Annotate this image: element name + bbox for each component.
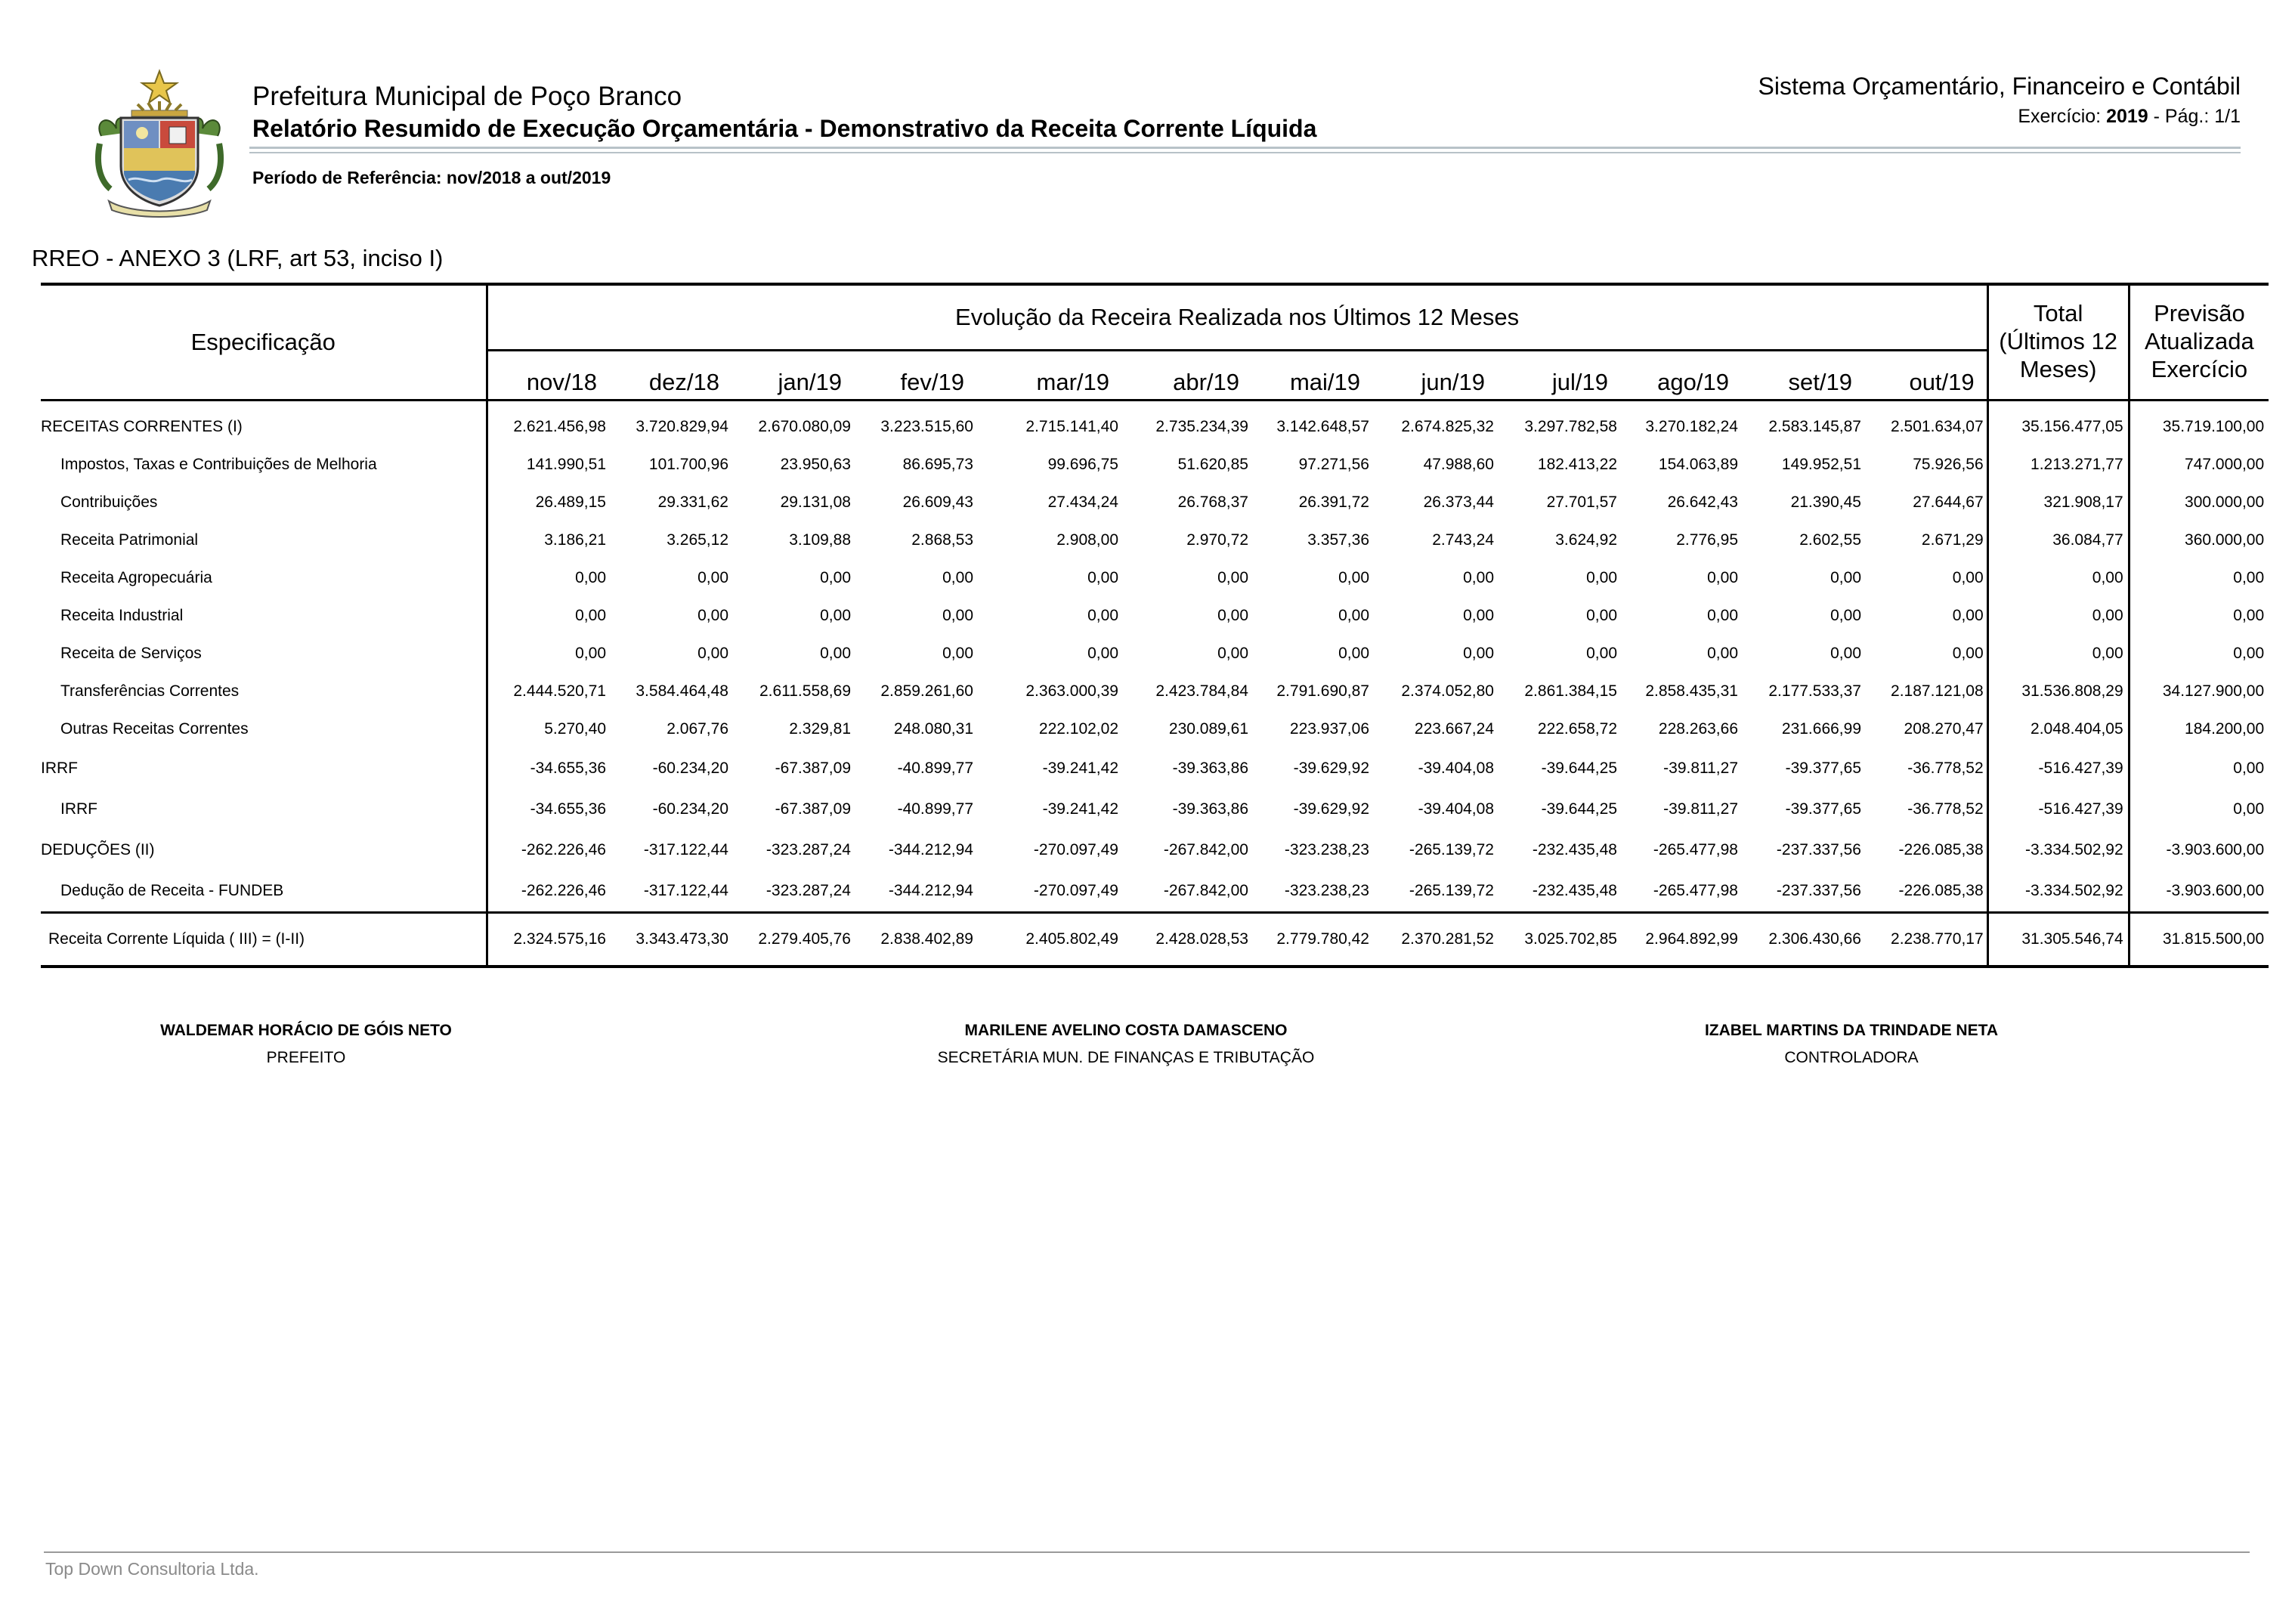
month-value-cell: 2.423.784,84 (1155, 682, 1248, 700)
month-header: abr/19 (1121, 351, 1251, 401)
month-value-cell: 149.952,51 (1781, 456, 1861, 473)
signatory-role: SECRETÁRIA MUN. DE FINANÇAS E TRIBUTAÇÃO (937, 1049, 1315, 1066)
month-value-cell: 2.671,29 (1921, 531, 1984, 549)
month-value-cell: -344.212,94 (888, 882, 973, 899)
month-value-cell: 0,00 (1087, 645, 1118, 662)
month-header: out/19 (1864, 351, 1987, 401)
month-value-cell: 26.768,37 (1177, 493, 1248, 511)
table-row (41, 401, 2269, 447)
total-cell: 35.156.477,05 (1987, 401, 2129, 447)
month-value-cell: 2.743,24 (1432, 531, 1494, 549)
month-value-cell: -34.655,36 (530, 800, 606, 818)
month-value-cell: 0,00 (1830, 645, 1861, 662)
reference-period: Período de Referência: nov/2018 a out/2019 (252, 168, 611, 187)
forecast-cell: 0,00 (2129, 635, 2269, 673)
month-value-cell: 2.735.234,39 (1155, 418, 1248, 435)
month-value-cell: -323.287,24 (766, 841, 851, 858)
total-cell: 31.305.546,74 (1987, 913, 2129, 967)
total-cell: 1.213.271,77 (1987, 446, 2129, 484)
month-value-cell: 0,00 (1952, 607, 1984, 624)
total-column-header (1987, 284, 2129, 401)
page-number: - Pág.: 1/1 (2153, 106, 2241, 127)
month-value-cell: 2.776,95 (1676, 531, 1738, 549)
month-value-cell: 154.063,89 (1658, 456, 1738, 473)
month-value-cell: 2.187.121,08 (1891, 682, 1984, 700)
month-value-cell: 3.265,12 (667, 531, 728, 549)
crest-emblem-icon (79, 68, 240, 219)
month-value-cell: -36.778,52 (1907, 759, 1984, 777)
row-label: Outras Receitas Correntes (41, 710, 487, 748)
forecast-header-line: Atualizada (2145, 328, 2254, 354)
month-value-cell: -40.899,77 (897, 800, 973, 818)
month-value-cell: -265.139,72 (1409, 882, 1494, 899)
table-row (41, 710, 2269, 748)
month-value-cell: 47.988,60 (1423, 456, 1494, 473)
month-value-cell: -226.085,38 (1898, 882, 1984, 899)
spec-column-header: Especificação (41, 284, 487, 401)
month-value-cell: -40.899,77 (897, 759, 973, 777)
month-value-cell: 3.109,88 (789, 531, 851, 549)
month-value-cell: 223.937,06 (1289, 720, 1369, 738)
month-value-cell: 3.357,36 (1307, 531, 1369, 549)
month-value-cell: -270.097,49 (1033, 841, 1118, 858)
month-header: mar/19 (976, 351, 1121, 401)
month-value-cell: 182.413,22 (1537, 456, 1617, 473)
total-cell: -3.334.502,92 (1987, 830, 2129, 871)
month-value-cell: 0,00 (942, 645, 973, 662)
forecast-cell: -3.903.600,00 (2129, 830, 2269, 871)
month-value-cell: 23.950,63 (780, 456, 851, 473)
month-value-cell: 2.177.533,37 (1768, 682, 1861, 700)
footer-divider (44, 1551, 2250, 1553)
month-value-cell: 75.926,56 (1913, 456, 1984, 473)
month-value-cell: 0,00 (1586, 569, 1617, 586)
table-row (41, 830, 2269, 871)
month-value-cell: 0,00 (575, 607, 606, 624)
month-value-cell: -39.644,25 (1541, 759, 1617, 777)
forecast-header-line: Previsão (2154, 300, 2245, 326)
row-label: Contribuições (41, 484, 487, 521)
total-cell: 0,00 (1987, 635, 2129, 673)
month-header: set/19 (1741, 351, 1864, 401)
month-value-cell: 2.861.384,15 (1524, 682, 1617, 700)
month-value-cell: 51.620,85 (1177, 456, 1248, 473)
row-label: IRRF (41, 789, 487, 830)
rcl-table-container (41, 283, 2269, 968)
month-value-cell: 26.489,15 (535, 493, 606, 511)
month-value-cell: -60.234,20 (652, 759, 728, 777)
table-row (41, 446, 2269, 484)
month-value-cell: 2.859.261,60 (880, 682, 973, 700)
month-value-cell: -39.241,42 (1042, 759, 1118, 777)
month-value-cell: 2.363.000,39 (1025, 682, 1118, 700)
month-value-cell: -39.811,27 (1663, 759, 1738, 777)
month-header: jul/19 (1497, 351, 1620, 401)
month-value-cell: 0,00 (1217, 569, 1248, 586)
forecast-column-header (2129, 284, 2269, 401)
month-value-cell: 0,00 (1707, 569, 1738, 586)
row-label: Receita Agropecuária (41, 559, 487, 597)
month-value-cell: 0,00 (1338, 645, 1369, 662)
report-title: Relatório Resumido de Execução Orçamentária - Demonstrativo da Receita Corrente Líquida (252, 115, 1317, 142)
month-value-cell: 3.186,21 (544, 531, 606, 549)
total-cell: -516.427,39 (1987, 748, 2129, 789)
month-value-cell: 230.089,61 (1168, 720, 1248, 738)
month-value-cell: -39.644,25 (1541, 800, 1617, 818)
rcl-table (41, 283, 2269, 968)
exercise-year: 2019 (2106, 106, 2148, 127)
month-value-cell: -262.226,46 (521, 882, 606, 899)
signatory-name: WALDEMAR HORÁCIO DE GÓIS NETO (160, 1022, 452, 1039)
month-value-cell: -317.122,44 (643, 882, 728, 899)
month-value-cell: 0,00 (1217, 607, 1248, 624)
forecast-cell: 0,00 (2129, 559, 2269, 597)
forecast-cell: 35.719.100,00 (2129, 401, 2269, 447)
month-value-cell: 0,00 (1830, 607, 1861, 624)
table-row (41, 673, 2269, 710)
month-value-cell: 222.658,72 (1537, 720, 1617, 738)
month-value-cell: -323.287,24 (766, 882, 851, 899)
month-value-cell: 2.374.052,80 (1401, 682, 1494, 700)
forecast-cell: 31.815.500,00 (2129, 913, 2269, 967)
month-value-cell: 99.696,75 (1047, 456, 1118, 473)
signatory-name: IZABEL MARTINS DA TRINDADE NETA (1704, 1022, 1999, 1039)
month-value-cell: 2.838.402,89 (854, 913, 976, 967)
evolution-header: Evolução da Receira Realizada nos Últimos 12 Meses (487, 284, 1987, 351)
month-value-cell: 3.223.515,60 (880, 418, 973, 435)
month-value-cell: 2.583.145,87 (1768, 418, 1861, 435)
month-value-cell: 97.271,56 (1298, 456, 1369, 473)
month-value-cell: 0,00 (697, 569, 728, 586)
table-row (41, 559, 2269, 597)
row-label: Impostos, Taxas e Contribuições de Melhoria (41, 446, 487, 484)
municipal-crest-logo (79, 68, 240, 219)
month-value-cell: -34.655,36 (530, 759, 606, 777)
month-value-cell: 0,00 (942, 607, 973, 624)
total-cell: 31.536.808,29 (1987, 673, 2129, 710)
month-value-cell: 0,00 (697, 607, 728, 624)
row-label: Receita Patrimonial (41, 521, 487, 559)
total-cell: 321.908,17 (1987, 484, 2129, 521)
month-value-cell: 2.715.141,40 (1025, 418, 1118, 435)
month-value-cell: 0,00 (1338, 569, 1369, 586)
table-row (41, 597, 2269, 635)
month-header: jun/19 (1372, 351, 1497, 401)
month-value-cell: 2.306.430,66 (1741, 913, 1864, 967)
month-value-cell: -265.477,98 (1653, 841, 1738, 858)
month-value-cell: 3.297.782,58 (1524, 418, 1617, 435)
month-value-cell: 2.858.435,31 (1645, 682, 1738, 700)
month-value-cell: -232.435,48 (1532, 841, 1617, 858)
month-value-cell: 0,00 (1952, 645, 1984, 662)
month-value-cell: 2.970,72 (1186, 531, 1248, 549)
month-value-cell: 2.501.634,07 (1891, 418, 1984, 435)
month-value-cell: 222.102,02 (1038, 720, 1118, 738)
month-value-cell: 27.434,24 (1047, 493, 1118, 511)
month-value-cell: 0,00 (575, 645, 606, 662)
table-row (41, 748, 2269, 789)
month-value-cell: 2.329,81 (789, 720, 851, 738)
month-value-cell: -39.377,65 (1785, 759, 1861, 777)
table-row (41, 635, 2269, 673)
month-value-cell: 3.343.473,30 (609, 913, 731, 967)
month-value-cell: -344.212,94 (888, 841, 973, 858)
month-value-cell: 29.331,62 (657, 493, 728, 511)
month-value-cell: 0,00 (1217, 645, 1248, 662)
month-value-cell: 0,00 (1707, 645, 1738, 662)
total-header-line: Total (2033, 300, 2083, 326)
month-value-cell: -323.238,23 (1284, 841, 1369, 858)
table-row (41, 871, 2269, 913)
month-value-cell: 0,00 (1463, 569, 1494, 586)
month-value-cell: 2.791.690,87 (1276, 682, 1369, 700)
month-value-cell: 2.670.080,09 (758, 418, 851, 435)
month-value-cell: 2.067,76 (667, 720, 728, 738)
forecast-cell: 0,00 (2129, 748, 2269, 789)
header-divider (249, 147, 2241, 153)
total-header-line: Meses) (2019, 356, 2097, 382)
month-value-cell: 2.674.825,32 (1401, 418, 1494, 435)
total-cell: 36.084,77 (1987, 521, 2129, 559)
month-value-cell: -39.404,08 (1418, 759, 1494, 777)
system-name: Sistema Orçamentário, Financeiro e Contábil (1758, 73, 2241, 100)
month-value-cell: -323.238,23 (1284, 882, 1369, 899)
total-cell: 0,00 (1987, 559, 2129, 597)
row-label: RECEITAS CORRENTES (I) (41, 401, 487, 447)
signature-block-mayor (121, 1022, 491, 1067)
signatory-role: PREFEITO (266, 1049, 346, 1066)
month-value-cell: -237.337,56 (1776, 841, 1861, 858)
forecast-cell: 0,00 (2129, 597, 2269, 635)
month-value-cell: -39.241,42 (1042, 800, 1118, 818)
month-value-cell: 2.611.558,69 (759, 682, 851, 700)
month-value-cell: 3.720.829,94 (636, 418, 728, 435)
table-row (41, 521, 2269, 559)
month-value-cell: -39.404,08 (1418, 800, 1494, 818)
total-cell: 0,00 (1987, 597, 2129, 635)
exercise-page-info (2018, 106, 2241, 128)
forecast-cell: 747.000,00 (2129, 446, 2269, 484)
month-value-cell: 2.621.456,98 (513, 418, 606, 435)
rcl-total-row (41, 913, 2269, 967)
month-value-cell: 0,00 (1586, 645, 1617, 662)
month-value-cell: 3.142.648,57 (1276, 418, 1369, 435)
month-value-cell: 223.667,24 (1414, 720, 1494, 738)
forecast-cell: 300.000,00 (2129, 484, 2269, 521)
month-value-cell: -265.477,98 (1653, 882, 1738, 899)
month-value-cell: 26.642,43 (1667, 493, 1738, 511)
month-value-cell: 0,00 (1087, 607, 1118, 624)
month-value-cell: -267.842,00 (1163, 882, 1248, 899)
month-value-cell: -39.363,86 (1172, 800, 1248, 818)
row-label: Receita Industrial (41, 597, 487, 635)
month-value-cell: -39.629,92 (1293, 759, 1369, 777)
month-header: fev/19 (854, 351, 976, 401)
month-value-cell: -317.122,44 (643, 841, 728, 858)
month-value-cell: 2.279.405,76 (731, 913, 854, 967)
month-value-cell: -270.097,49 (1033, 882, 1118, 899)
month-value-cell: 0,00 (1952, 569, 1984, 586)
month-value-cell: 26.609,43 (902, 493, 973, 511)
month-value-cell: 2.428.028,53 (1121, 913, 1251, 967)
month-header: jan/19 (731, 351, 854, 401)
month-value-cell: 2.964.892,99 (1620, 913, 1741, 967)
month-value-cell: 0,00 (697, 645, 728, 662)
month-value-cell: 2.324.575,16 (487, 913, 609, 967)
row-label: Dedução de Receita - FUNDEB (41, 871, 487, 913)
signature-block-controller (1655, 1022, 2048, 1067)
forecast-cell: 0,00 (2129, 789, 2269, 830)
month-value-cell: 141.990,51 (526, 456, 606, 473)
row-label: Receita de Serviços (41, 635, 487, 673)
month-value-cell: 0,00 (820, 645, 851, 662)
month-value-cell: -36.778,52 (1907, 800, 1984, 818)
signatory-role: CONTROLADORA (1784, 1049, 1919, 1066)
forecast-cell: 34.127.900,00 (2129, 673, 2269, 710)
month-value-cell: -39.811,27 (1663, 800, 1738, 818)
month-value-cell: 208.270,47 (1904, 720, 1984, 738)
annex-title: RREO - ANEXO 3 (LRF, art 53, inciso I) (32, 245, 444, 271)
organization-name: Prefeitura Municipal de Poço Branco (252, 82, 682, 111)
month-value-cell: -39.377,65 (1785, 800, 1861, 818)
row-label: DEDUÇÕES (II) (41, 830, 487, 871)
month-value-cell: 2.238.770,17 (1864, 913, 1987, 967)
month-value-cell: -237.337,56 (1776, 882, 1861, 899)
month-value-cell: 26.391,72 (1298, 493, 1369, 511)
table-row (41, 789, 2269, 830)
total-cell: -516.427,39 (1987, 789, 2129, 830)
month-value-cell: 21.390,45 (1790, 493, 1861, 511)
month-value-cell: -67.387,09 (775, 800, 851, 818)
month-value-cell: 0,00 (1707, 607, 1738, 624)
month-value-cell: 26.373,44 (1423, 493, 1494, 511)
month-value-cell: 0,00 (1830, 569, 1861, 586)
month-value-cell: 3.270.182,24 (1645, 418, 1738, 435)
exercise-label: Exercício: (2018, 106, 2102, 127)
month-value-cell: 2.405.802,49 (976, 913, 1121, 967)
total-header-line: (Últimos 12 (1999, 328, 2118, 354)
month-value-cell: 0,00 (1463, 645, 1494, 662)
month-value-cell: 231.666,99 (1781, 720, 1861, 738)
forecast-cell: 360.000,00 (2129, 521, 2269, 559)
row-label: Transferências Correntes (41, 673, 487, 710)
month-header: nov/18 (487, 351, 609, 401)
month-value-cell: -232.435,48 (1532, 882, 1617, 899)
month-value-cell: 3.624,92 (1555, 531, 1617, 549)
month-value-cell: 27.644,67 (1913, 493, 1984, 511)
signatory-name: MARILENE AVELINO COSTA DAMASCENO (964, 1022, 1288, 1039)
month-value-cell: 0,00 (1586, 607, 1617, 624)
total-cell: -3.334.502,92 (1987, 871, 2129, 913)
forecast-header-line: Exercício (2151, 356, 2248, 382)
month-value-cell: 2.779.780,42 (1251, 913, 1372, 967)
month-header: ago/19 (1620, 351, 1741, 401)
total-cell: 2.048.404,05 (1987, 710, 2129, 748)
table-row (41, 484, 2269, 521)
month-value-cell: 2.370.281,52 (1372, 913, 1497, 967)
row-label: IRRF (41, 748, 487, 789)
month-value-cell: -267.842,00 (1163, 841, 1248, 858)
month-value-cell: 0,00 (820, 607, 851, 624)
month-value-cell: 0,00 (820, 569, 851, 586)
month-value-cell: 248.080,31 (893, 720, 973, 738)
month-value-cell: 2.868,53 (911, 531, 973, 549)
month-value-cell: -265.139,72 (1409, 841, 1494, 858)
month-value-cell: 2.908,00 (1056, 531, 1118, 549)
footer-company: Top Down Consultoria Ltda. (45, 1559, 259, 1579)
month-value-cell: 5.270,40 (544, 720, 606, 738)
month-value-cell: 0,00 (1463, 607, 1494, 624)
month-value-cell: 0,00 (1087, 569, 1118, 586)
month-header: mai/19 (1251, 351, 1372, 401)
signature-block-finance-secretary (869, 1022, 1383, 1067)
forecast-cell: 184.200,00 (2129, 710, 2269, 748)
month-value-cell: -39.629,92 (1293, 800, 1369, 818)
month-value-cell: 228.263,66 (1658, 720, 1738, 738)
month-value-cell: 2.602,55 (1799, 531, 1861, 549)
month-value-cell: -39.363,86 (1172, 759, 1248, 777)
month-value-cell: 0,00 (575, 569, 606, 586)
forecast-cell: -3.903.600,00 (2129, 871, 2269, 913)
month-value-cell: 0,00 (1338, 607, 1369, 624)
month-value-cell: 0,00 (942, 569, 973, 586)
month-value-cell: -226.085,38 (1898, 841, 1984, 858)
month-header: dez/18 (609, 351, 731, 401)
month-value-cell: 3.584.464,48 (636, 682, 728, 700)
month-value-cell: 29.131,08 (780, 493, 851, 511)
month-value-cell: 3.025.702,85 (1497, 913, 1620, 967)
month-value-cell: 101.700,96 (648, 456, 728, 473)
month-value-cell: -67.387,09 (775, 759, 851, 777)
month-value-cell: -60.234,20 (652, 800, 728, 818)
row-label: Receita Corrente Líquida ( III) = (I-II) (41, 913, 487, 967)
month-value-cell: 2.444.520,71 (513, 682, 606, 700)
month-value-cell: 86.695,73 (902, 456, 973, 473)
month-value-cell: 27.701,57 (1546, 493, 1617, 511)
month-value-cell: -262.226,46 (521, 841, 606, 858)
